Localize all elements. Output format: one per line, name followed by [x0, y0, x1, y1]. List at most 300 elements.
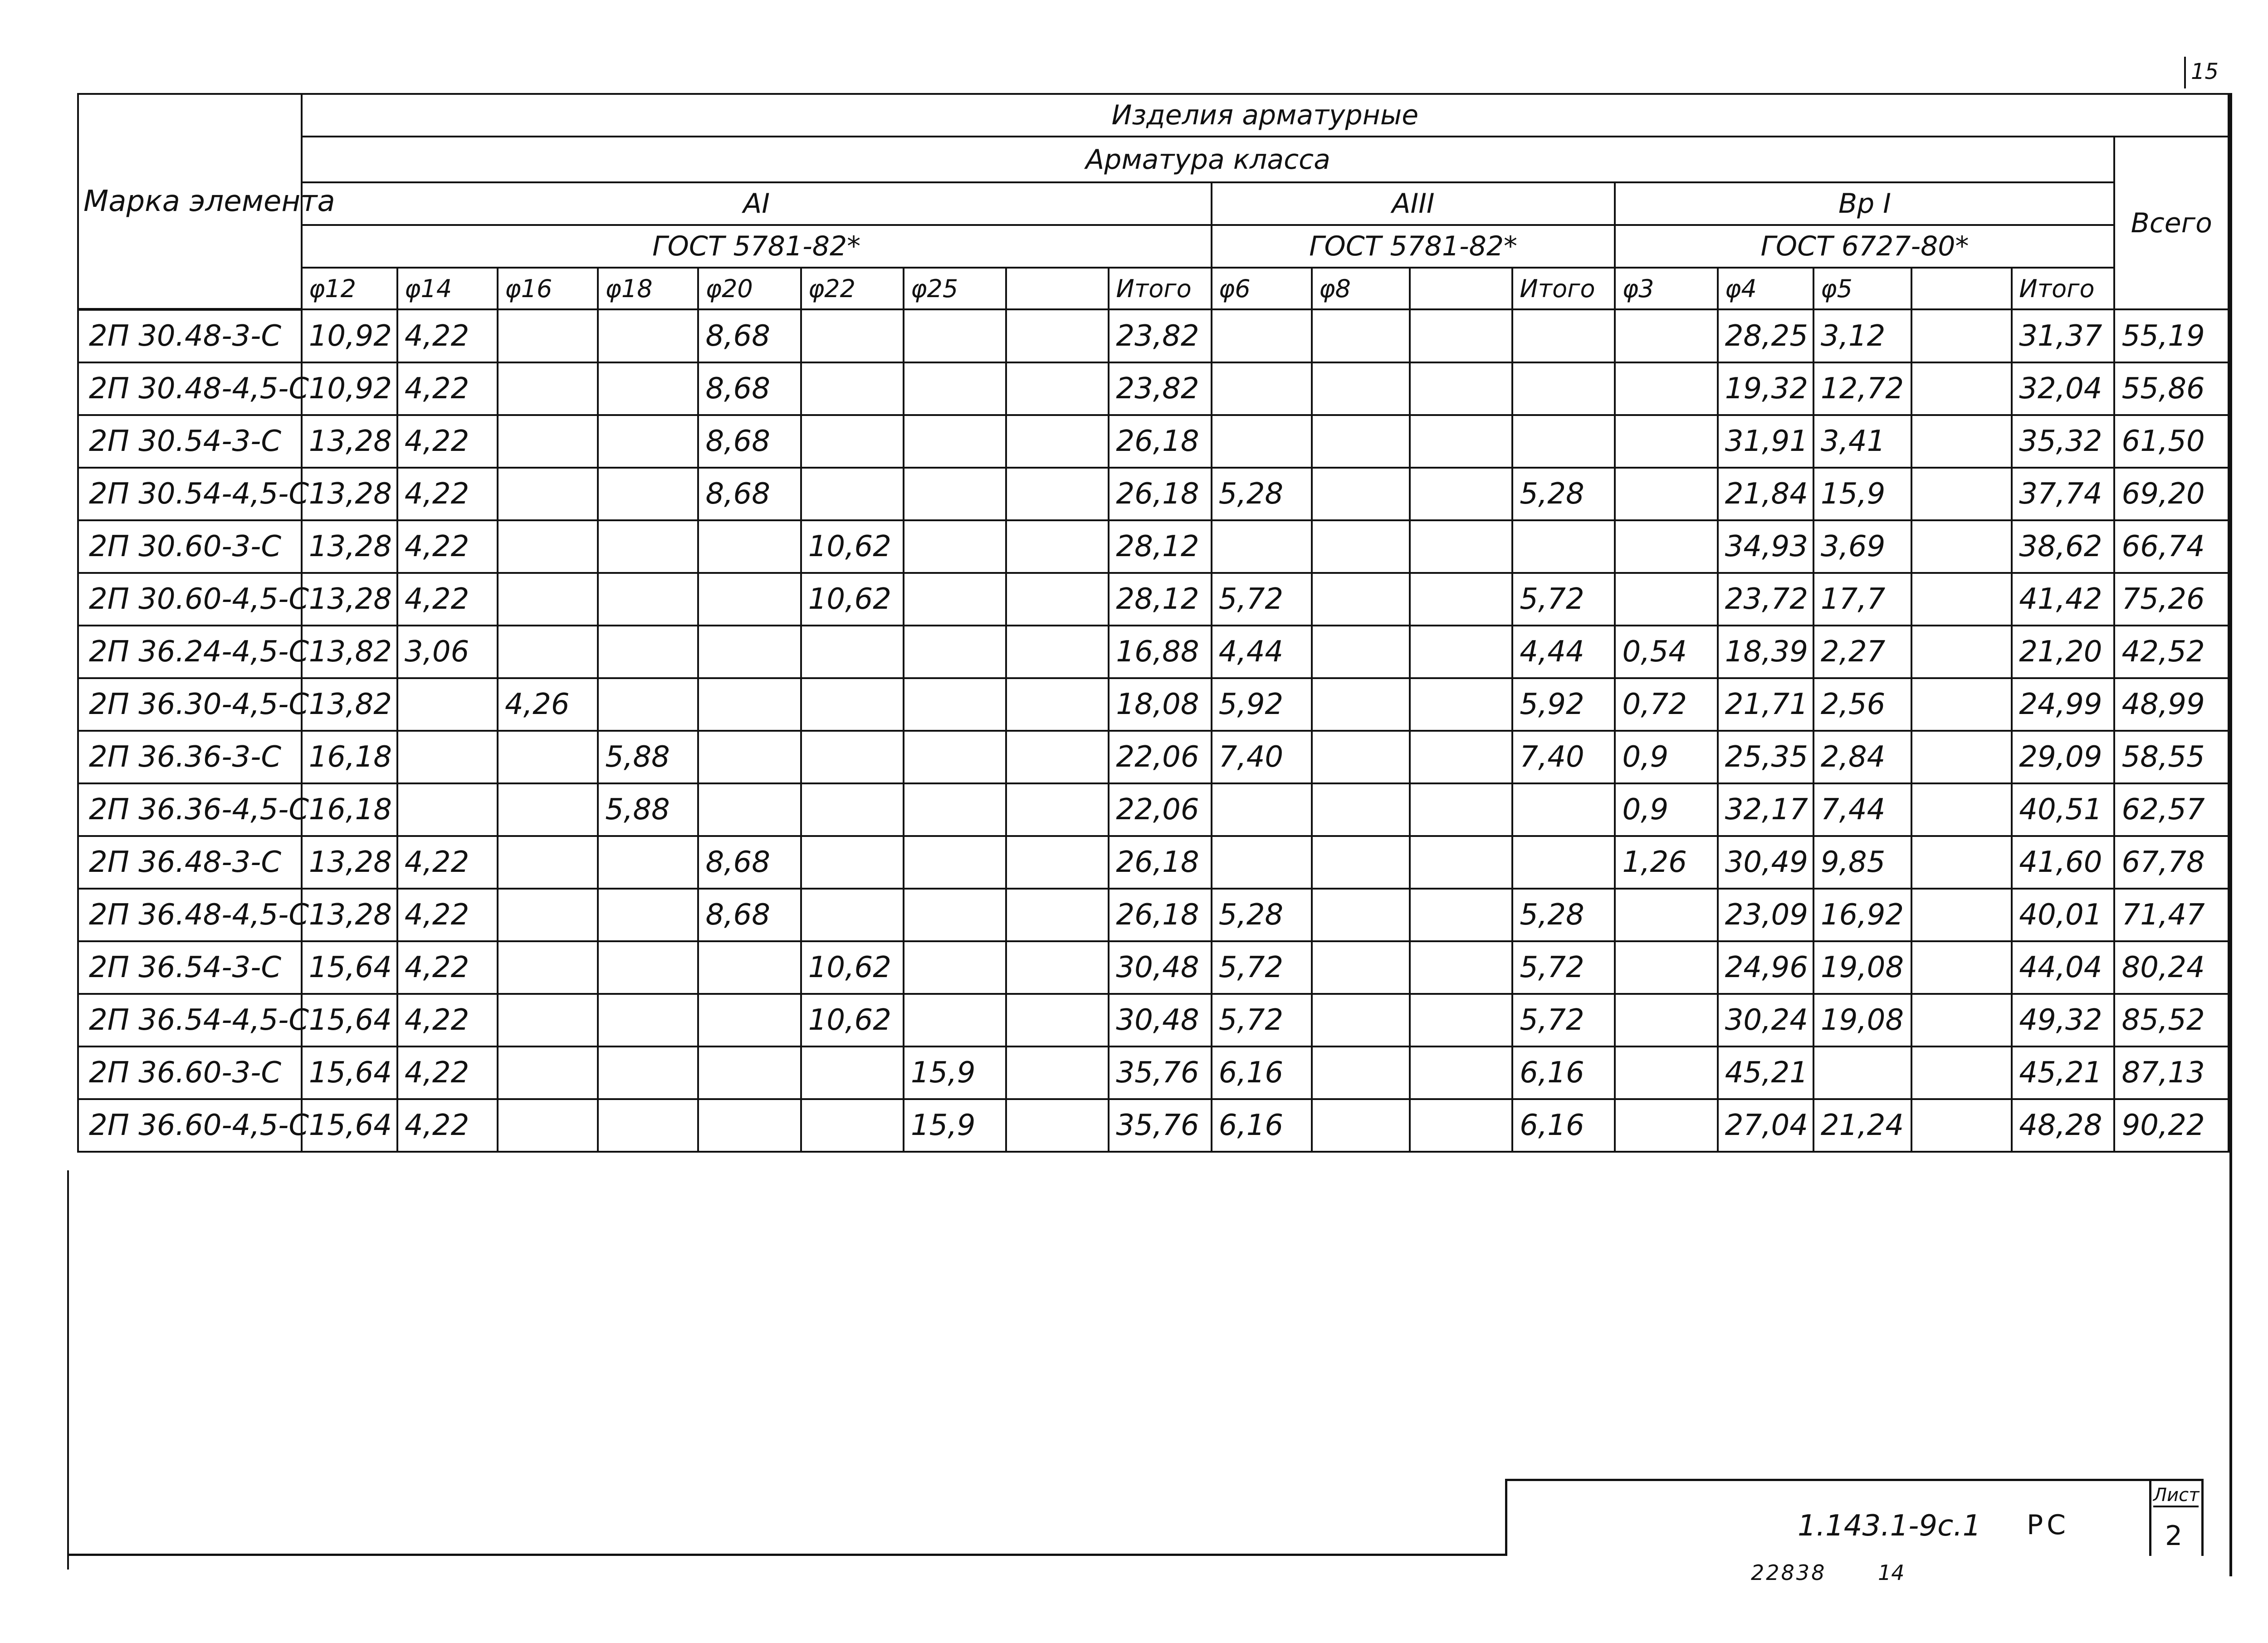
- value-cell: 19,08: [1813, 941, 1911, 994]
- row-total-cell: 75,26: [2114, 573, 2229, 626]
- value-cell: [1312, 731, 1410, 783]
- value-cell: 30,49: [1718, 836, 1813, 889]
- value-cell: [1410, 1046, 1512, 1099]
- value-cell: [1006, 1099, 1109, 1152]
- value-cell: [698, 941, 801, 994]
- value-cell: 4,22: [397, 415, 498, 468]
- value-cell: [1006, 309, 1109, 362]
- value-cell: 19,32: [1718, 362, 1813, 415]
- value-cell: [904, 994, 1006, 1046]
- value-cell: 28,12: [1109, 573, 1211, 626]
- row-total-cell: 90,22: [2114, 1099, 2229, 1152]
- value-cell: 28,12: [1109, 520, 1211, 573]
- frame-bottom-border: [67, 1554, 1505, 1556]
- value-cell: [498, 309, 598, 362]
- value-cell: 4,22: [397, 941, 498, 994]
- value-cell: 2,84: [1813, 731, 1911, 783]
- column-header: φ14: [397, 268, 498, 309]
- value-cell: [1512, 362, 1615, 415]
- document-code: 1.143.1-9с.1: [1798, 1509, 1981, 1543]
- value-cell: [698, 573, 801, 626]
- value-cell: [1911, 678, 2012, 731]
- value-cell: [1312, 573, 1410, 626]
- value-cell: 5,28: [1212, 889, 1312, 941]
- value-cell: [1615, 520, 1717, 573]
- value-cell: 3,69: [1813, 520, 1911, 573]
- value-cell: [498, 994, 598, 1046]
- element-mark-cell: 2П 36.48-4,5-С: [78, 889, 302, 941]
- value-cell: [1615, 468, 1717, 520]
- value-cell: [801, 1099, 904, 1152]
- value-cell: [801, 309, 904, 362]
- table-row: [78, 1099, 2229, 1152]
- class-a1-gost: ГОСТ 5781-82*: [302, 225, 1212, 268]
- value-cell: [1410, 836, 1512, 889]
- value-cell: 4,22: [397, 889, 498, 941]
- value-cell: [1512, 520, 1615, 573]
- column-header: φ3: [1615, 268, 1717, 309]
- value-cell: [1615, 1099, 1717, 1152]
- value-cell: [1615, 994, 1717, 1046]
- value-cell: [1512, 415, 1615, 468]
- value-cell: [801, 415, 904, 468]
- value-cell: 3,12: [1813, 309, 1911, 362]
- column-header: Итого: [1109, 268, 1211, 309]
- value-cell: 22,06: [1109, 783, 1211, 836]
- value-cell: [1410, 889, 1512, 941]
- value-cell: [698, 1099, 801, 1152]
- table-row: [78, 468, 2229, 520]
- value-cell: [1911, 415, 2012, 468]
- value-cell: 35,76: [1109, 1099, 1211, 1152]
- value-cell: 4,44: [1212, 626, 1312, 678]
- value-cell: 0,54: [1615, 626, 1717, 678]
- grand-total-header: Всего: [2114, 137, 2229, 309]
- element-mark-cell: 2П 36.36-4,5-С: [78, 783, 302, 836]
- value-cell: 10,62: [801, 520, 904, 573]
- value-cell: [1312, 1046, 1410, 1099]
- value-cell: [904, 731, 1006, 783]
- table-row: [78, 994, 2229, 1046]
- column-header: φ18: [598, 268, 698, 309]
- value-cell: [801, 836, 904, 889]
- value-cell: 8,68: [698, 836, 801, 889]
- value-cell: 35,32: [2012, 415, 2114, 468]
- value-cell: 4,44: [1512, 626, 1615, 678]
- value-cell: 30,24: [1718, 994, 1813, 1046]
- value-cell: 24,99: [2012, 678, 2114, 731]
- value-cell: [1911, 573, 2012, 626]
- value-cell: 41,42: [2012, 573, 2114, 626]
- value-cell: 0,9: [1615, 783, 1717, 836]
- value-cell: 16,18: [302, 783, 397, 836]
- value-cell: 21,24: [1813, 1099, 1911, 1152]
- value-cell: [598, 626, 698, 678]
- value-cell: 3,41: [1813, 415, 1911, 468]
- element-mark-cell: 2П 30.48-4,5-С: [78, 362, 302, 415]
- value-cell: [1006, 415, 1109, 468]
- value-cell: [598, 1046, 698, 1099]
- value-cell: [1410, 626, 1512, 678]
- value-cell: [904, 468, 1006, 520]
- value-cell: 5,72: [1512, 994, 1615, 1046]
- value-cell: 9,85: [1813, 836, 1911, 889]
- value-cell: [1911, 362, 2012, 415]
- column-header: φ12: [302, 268, 397, 309]
- row-total-cell: 87,13: [2114, 1046, 2229, 1099]
- value-cell: [1312, 678, 1410, 731]
- value-cell: [1006, 468, 1109, 520]
- value-cell: 0,72: [1615, 678, 1717, 731]
- value-cell: [698, 520, 801, 573]
- value-cell: 5,72: [1212, 573, 1312, 626]
- value-cell: [698, 731, 801, 783]
- value-cell: [1615, 415, 1717, 468]
- value-cell: [1911, 309, 2012, 362]
- value-cell: 37,74: [2012, 468, 2114, 520]
- column-header: φ20: [698, 268, 801, 309]
- value-cell: [1410, 994, 1512, 1046]
- class-a1-header: AI: [302, 182, 1212, 225]
- value-cell: 5,88: [598, 783, 698, 836]
- column-header: φ4: [1718, 268, 1813, 309]
- value-cell: [397, 783, 498, 836]
- value-cell: [1212, 362, 1312, 415]
- value-cell: [801, 678, 904, 731]
- value-cell: 10,62: [801, 994, 904, 1046]
- value-cell: [904, 573, 1006, 626]
- value-cell: [1006, 836, 1109, 889]
- value-cell: 30,48: [1109, 994, 1211, 1046]
- table-row: [78, 309, 2229, 362]
- column-header: φ22: [801, 268, 904, 309]
- column-header: Итого: [2012, 268, 2114, 309]
- value-cell: [1911, 836, 2012, 889]
- value-cell: [1410, 678, 1512, 731]
- row-total-cell: 69,20: [2114, 468, 2229, 520]
- value-cell: [598, 468, 698, 520]
- subgroup-header: Арматура класса: [302, 137, 2115, 182]
- value-cell: 7,44: [1813, 783, 1911, 836]
- value-cell: [1006, 520, 1109, 573]
- value-cell: [1312, 520, 1410, 573]
- value-cell: [598, 415, 698, 468]
- value-cell: [801, 889, 904, 941]
- value-cell: [904, 362, 1006, 415]
- value-cell: 48,28: [2012, 1099, 2114, 1152]
- element-mark-cell: 2П 30.54-3-С: [78, 415, 302, 468]
- class-vr1-gost: ГОСТ 6727-80*: [1615, 225, 2114, 268]
- value-cell: [1410, 415, 1512, 468]
- value-cell: [1006, 362, 1109, 415]
- value-cell: [1312, 626, 1410, 678]
- column-header: [1006, 268, 1109, 309]
- row-total-cell: 42,52: [2114, 626, 2229, 678]
- table-row: [78, 731, 2229, 783]
- value-cell: 21,84: [1718, 468, 1813, 520]
- element-mark-cell: 2П 36.24-4,5-С: [78, 626, 302, 678]
- value-cell: 5,72: [1212, 994, 1312, 1046]
- column-header: φ6: [1212, 268, 1312, 309]
- value-cell: [801, 1046, 904, 1099]
- value-cell: 35,76: [1109, 1046, 1211, 1099]
- value-cell: 44,04: [2012, 941, 2114, 994]
- value-cell: 15,64: [302, 1046, 397, 1099]
- value-cell: 4,22: [397, 468, 498, 520]
- value-cell: 0,9: [1615, 731, 1717, 783]
- title-block: [1505, 1479, 2204, 1556]
- value-cell: [1911, 941, 2012, 994]
- value-cell: 6,16: [1212, 1099, 1312, 1152]
- element-mark-cell: 2П 36.48-3-С: [78, 836, 302, 889]
- value-cell: 5,88: [598, 731, 698, 783]
- value-cell: [1312, 415, 1410, 468]
- value-cell: 21,71: [1718, 678, 1813, 731]
- value-cell: 10,62: [801, 941, 904, 994]
- copy-stamp: 14: [1878, 1560, 1905, 1585]
- value-cell: 13,28: [302, 468, 397, 520]
- value-cell: [1615, 889, 1717, 941]
- column-header: Итого: [1512, 268, 1615, 309]
- value-cell: [1911, 783, 2012, 836]
- value-cell: [698, 626, 801, 678]
- page-number-rule: [2184, 57, 2186, 88]
- row-total-cell: 48,99: [2114, 678, 2229, 731]
- value-cell: 38,62: [2012, 520, 2114, 573]
- value-cell: 5,72: [1512, 941, 1615, 994]
- value-cell: [1911, 731, 2012, 783]
- value-cell: 23,09: [1718, 889, 1813, 941]
- value-cell: [1006, 573, 1109, 626]
- element-mark-cell: 2П 36.54-4,5-С: [78, 994, 302, 1046]
- value-cell: [1410, 309, 1512, 362]
- value-cell: [1410, 731, 1512, 783]
- value-cell: 31,37: [2012, 309, 2114, 362]
- value-cell: [1006, 889, 1109, 941]
- value-cell: 5,28: [1512, 889, 1615, 941]
- value-cell: [1312, 309, 1410, 362]
- value-cell: [1312, 468, 1410, 520]
- table-row: [78, 889, 2229, 941]
- value-cell: 8,68: [698, 889, 801, 941]
- value-cell: [1615, 362, 1717, 415]
- value-cell: 34,93: [1718, 520, 1813, 573]
- value-cell: [904, 836, 1006, 889]
- value-cell: [1006, 1046, 1109, 1099]
- value-cell: 10,92: [302, 362, 397, 415]
- value-cell: 15,64: [302, 1099, 397, 1152]
- value-cell: 6,16: [1512, 1046, 1615, 1099]
- value-cell: [498, 415, 598, 468]
- value-cell: [1911, 1046, 2012, 1099]
- page-number: 15: [2191, 59, 2219, 84]
- value-cell: 5,28: [1212, 468, 1312, 520]
- value-cell: [498, 1046, 598, 1099]
- value-cell: 27,04: [1718, 1099, 1813, 1152]
- value-cell: [598, 573, 698, 626]
- reinforcement-specification-table: [77, 93, 2229, 1153]
- value-cell: [598, 520, 698, 573]
- value-cell: [904, 889, 1006, 941]
- value-cell: 17,7: [1813, 573, 1911, 626]
- value-cell: [1006, 941, 1109, 994]
- value-cell: [1512, 836, 1615, 889]
- value-cell: [498, 783, 598, 836]
- value-cell: 4,22: [397, 520, 498, 573]
- value-cell: 13,82: [302, 678, 397, 731]
- value-cell: [1312, 836, 1410, 889]
- table-row: [78, 573, 2229, 626]
- value-cell: 4,22: [397, 309, 498, 362]
- value-cell: [498, 520, 598, 573]
- value-cell: 18,08: [1109, 678, 1211, 731]
- frame-right-border: [2229, 93, 2232, 1576]
- value-cell: [1006, 678, 1109, 731]
- value-cell: 40,51: [2012, 783, 2114, 836]
- row-total-cell: 62,57: [2114, 783, 2229, 836]
- element-mark-cell: 2П 30.60-3-С: [78, 520, 302, 573]
- value-cell: [598, 941, 698, 994]
- element-mark-cell: 2П 36.60-4,5-С: [78, 1099, 302, 1152]
- element-mark-cell: 2П 36.30-4,5-С: [78, 678, 302, 731]
- value-cell: [498, 1099, 598, 1152]
- value-cell: 15,9: [904, 1099, 1006, 1152]
- value-cell: [397, 731, 498, 783]
- value-cell: 5,72: [1512, 573, 1615, 626]
- sheet-number: 2: [2165, 1520, 2183, 1552]
- value-cell: 23,82: [1109, 309, 1211, 362]
- value-cell: 4,22: [397, 1099, 498, 1152]
- value-cell: 49,32: [2012, 994, 2114, 1046]
- value-cell: [1410, 468, 1512, 520]
- element-mark-cell: 2П 36.54-3-С: [78, 941, 302, 994]
- row-total-cell: 66,74: [2114, 520, 2229, 573]
- row-total-cell: 80,24: [2114, 941, 2229, 994]
- value-cell: 16,18: [302, 731, 397, 783]
- value-cell: 7,40: [1512, 731, 1615, 783]
- value-cell: [1006, 731, 1109, 783]
- table-row: [78, 362, 2229, 415]
- value-cell: [1615, 1046, 1717, 1099]
- column-header: [1410, 268, 1512, 309]
- value-cell: [598, 889, 698, 941]
- value-cell: 1,26: [1615, 836, 1717, 889]
- value-cell: [1212, 520, 1312, 573]
- value-cell: 26,18: [1109, 468, 1211, 520]
- row-total-cell: 85,52: [2114, 994, 2229, 1046]
- value-cell: 13,28: [302, 889, 397, 941]
- table-row: [78, 783, 2229, 836]
- value-cell: 45,21: [1718, 1046, 1813, 1099]
- value-cell: [801, 626, 904, 678]
- table-row: [78, 520, 2229, 573]
- value-cell: 15,64: [302, 994, 397, 1046]
- value-cell: 2,27: [1813, 626, 1911, 678]
- value-cell: 16,92: [1813, 889, 1911, 941]
- value-cell: 13,28: [302, 415, 397, 468]
- value-cell: [598, 994, 698, 1046]
- value-cell: 5,92: [1512, 678, 1615, 731]
- value-cell: 10,92: [302, 309, 397, 362]
- value-cell: 32,17: [1718, 783, 1813, 836]
- value-cell: [1911, 520, 2012, 573]
- value-cell: 41,60: [2012, 836, 2114, 889]
- value-cell: [1006, 994, 1109, 1046]
- column-header: φ8: [1312, 268, 1410, 309]
- column-header: φ25: [904, 268, 1006, 309]
- value-cell: 13,28: [302, 520, 397, 573]
- value-cell: [698, 783, 801, 836]
- value-cell: 3,06: [397, 626, 498, 678]
- value-cell: [1911, 994, 2012, 1046]
- value-cell: [1212, 836, 1312, 889]
- element-mark-cell: 2П 30.60-4,5-С: [78, 573, 302, 626]
- table-row: [78, 678, 2229, 731]
- value-cell: 4,22: [397, 362, 498, 415]
- value-cell: [1512, 783, 1615, 836]
- inventory-stamp: 22838: [1751, 1560, 1827, 1585]
- value-cell: [1312, 783, 1410, 836]
- value-cell: [1410, 573, 1512, 626]
- value-cell: [1212, 415, 1312, 468]
- value-cell: [498, 941, 598, 994]
- frame-left-border: [67, 1170, 69, 1570]
- value-cell: 24,96: [1718, 941, 1813, 994]
- value-cell: [801, 468, 904, 520]
- value-cell: [801, 731, 904, 783]
- value-cell: [1410, 1099, 1512, 1152]
- value-cell: 28,25: [1718, 309, 1813, 362]
- value-cell: [598, 362, 698, 415]
- value-cell: [1911, 626, 2012, 678]
- value-cell: [598, 836, 698, 889]
- element-mark-cell: 2П 30.48-3-С: [78, 309, 302, 362]
- value-cell: [1212, 783, 1312, 836]
- value-cell: [904, 941, 1006, 994]
- column-header: φ16: [498, 268, 598, 309]
- value-cell: [801, 362, 904, 415]
- table-row: [78, 626, 2229, 678]
- value-cell: 30,48: [1109, 941, 1211, 994]
- value-cell: 4,22: [397, 573, 498, 626]
- class-a3-header: AIII: [1212, 182, 1615, 225]
- value-cell: [498, 889, 598, 941]
- value-cell: [498, 362, 598, 415]
- value-cell: 8,68: [698, 362, 801, 415]
- value-cell: [1911, 889, 2012, 941]
- column-header: φ5: [1813, 268, 1911, 309]
- value-cell: [498, 468, 598, 520]
- value-cell: [498, 731, 598, 783]
- value-cell: [904, 520, 1006, 573]
- value-cell: 21,20: [2012, 626, 2114, 678]
- value-cell: [397, 678, 498, 731]
- table-row: [78, 836, 2229, 889]
- value-cell: 4,22: [397, 994, 498, 1046]
- value-cell: 15,9: [1813, 468, 1911, 520]
- value-cell: [598, 678, 698, 731]
- value-cell: [698, 994, 801, 1046]
- value-cell: [1006, 626, 1109, 678]
- value-cell: 4,22: [397, 836, 498, 889]
- row-total-cell: 55,19: [2114, 309, 2229, 362]
- row-total-cell: 67,78: [2114, 836, 2229, 889]
- value-cell: [904, 678, 1006, 731]
- row-total-cell: 55,86: [2114, 362, 2229, 415]
- value-cell: 22,06: [1109, 731, 1211, 783]
- specification-table-wrapper: [77, 93, 2229, 1153]
- class-a3-gost: ГОСТ 5781-82*: [1212, 225, 1615, 268]
